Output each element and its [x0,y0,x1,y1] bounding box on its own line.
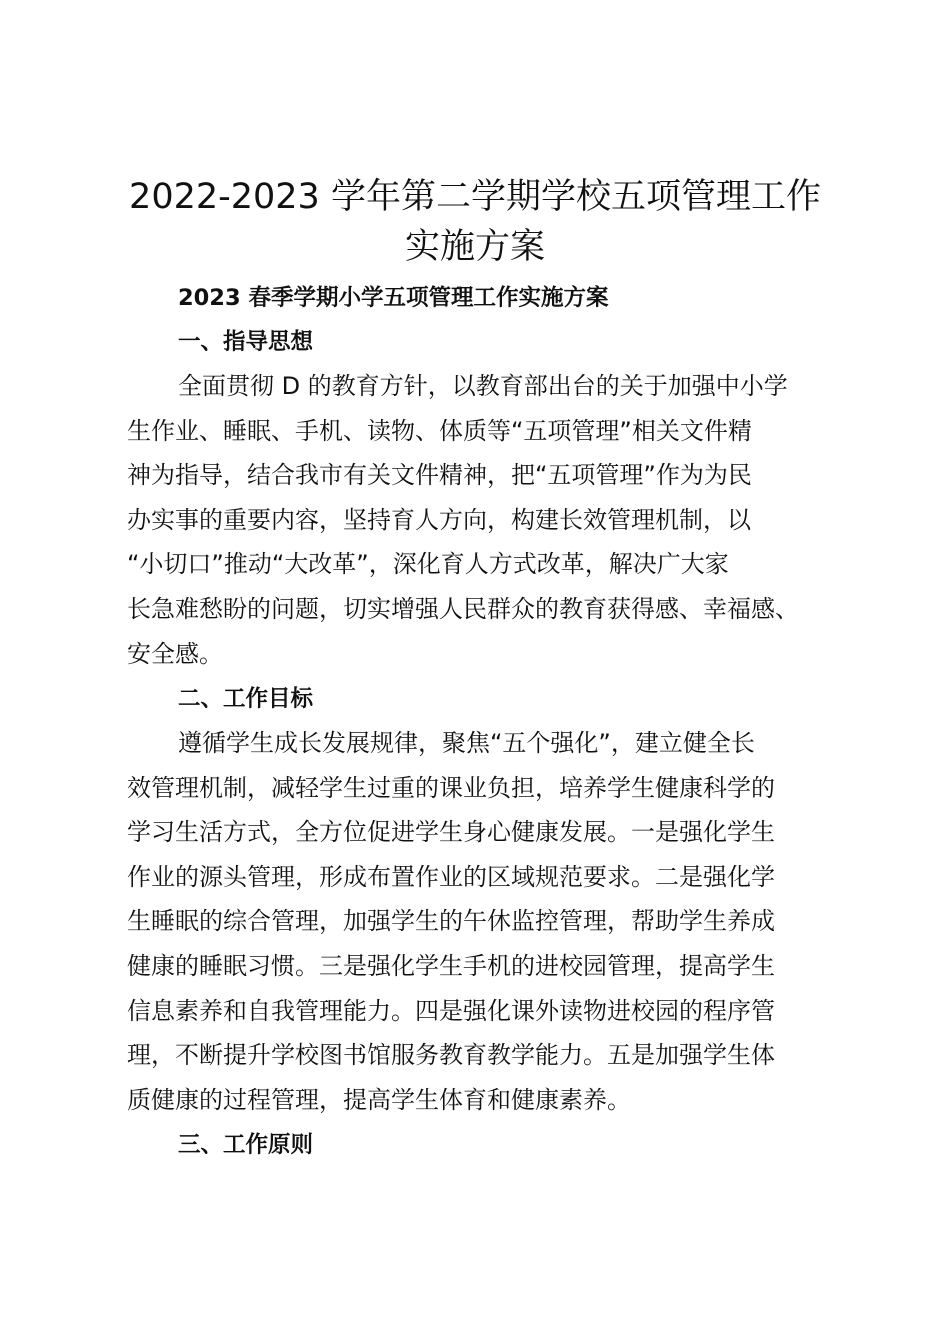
section-heading-work-principles: 三、工作原则 [178,1132,314,1158]
document-subtitle: 2023 春季学期小学五项管理工作实施方案 [178,285,609,311]
paragraph-line: 健康的睡眠习惯。三是强化学生手机的进校园管理，提高学生 [127,951,775,980]
paragraph-line: 理，不断提升学校图书馆服务教育教学能力。五是加强学生体 [127,1041,775,1070]
section-body-guiding-ideology [127,364,847,676]
paragraph-line: 全面贯彻 D 的教育方针，以教育部出台的关于加强中小学 [178,372,788,400]
paragraph-line: 安全感。 [127,639,223,668]
paragraph-line: “小切口”推动“大改革”，深化育人方式改革，解决广大家 [127,550,729,579]
paragraph-line: 效管理机制，减轻学生过重的课业负担，培养学生健康科学的 [127,773,775,802]
paragraph-line: 长急难愁盼的问题，切实增强人民群众的教育获得感、幸福感、 [127,594,799,623]
section-heading-work-goals: 二、工作目标 [178,686,314,712]
document-title-line-2: 实施方案 [404,227,545,267]
paragraph-line: 办实事的重要内容，坚持育人方向，构建长效管理机制，以 [127,505,751,534]
paragraph-line: 生作业、睡眠、手机、读物、体质等“五项管理”相关文件精 [127,416,752,445]
paragraph-line: 作业的源头管理，形成布置作业的区域规范要求。二是强化学 [127,862,775,891]
section-body-work-goals [127,721,847,1122]
paragraph-line: 神为指导，结合我市有关文件精神，把“五项管理”作为为民 [127,461,752,490]
paragraph-line: 生睡眠的综合管理，加强学生的午休监控管理，帮助学生养成 [127,907,775,936]
document-title-line-1: 2022-2023 学年第二学期学校五项管理工作 [129,177,821,217]
section-heading-guiding-ideology: 一、指导思想 [178,329,314,355]
paragraph-line: 学习生活方式，全方位促进学生身心健康发展。一是强化学生 [127,818,775,847]
paragraph-line: 信息素养和自我管理能力。四是强化课外读物进校园的程序管 [127,996,775,1025]
paragraph-line: 质健康的过程管理，提高学生体育和健康素养。 [127,1085,631,1114]
paragraph-line: 遵循学生成长发展规律，聚焦“五个强化”，建立健全长 [178,729,755,757]
